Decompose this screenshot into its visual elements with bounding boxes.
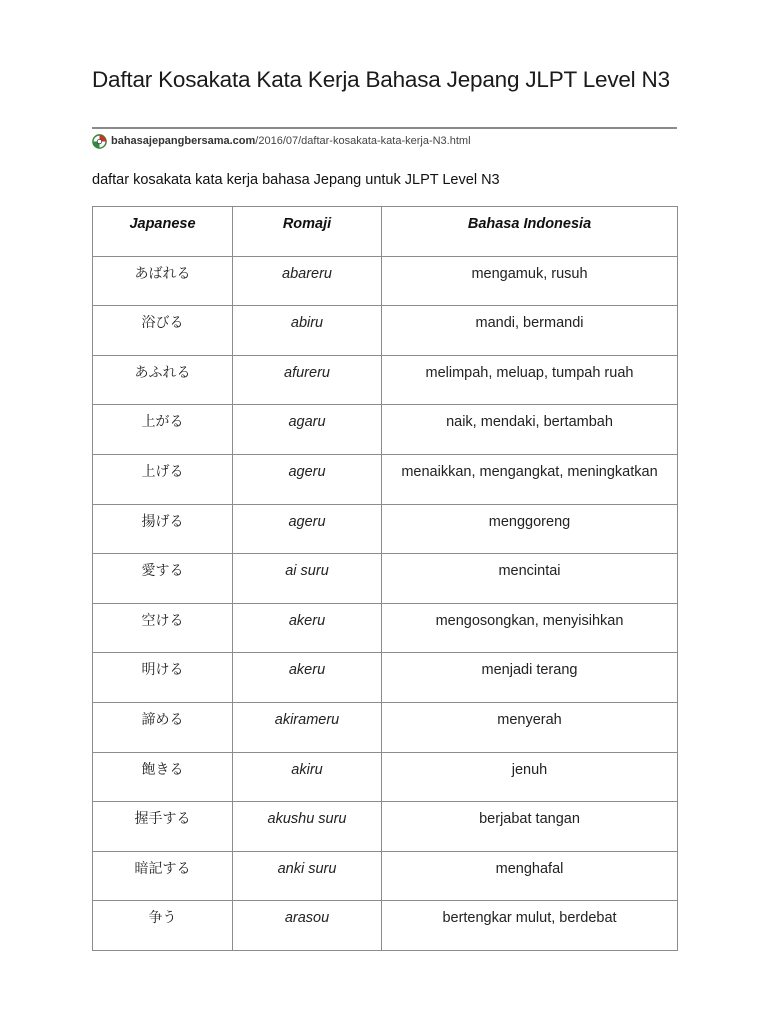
cell-japanese: 揚げる — [93, 504, 233, 554]
cell-bahasa-indonesia: mengosongkan, menyisihkan — [382, 603, 678, 653]
cell-japanese: あばれる — [93, 256, 233, 306]
cell-romaji: akeru — [233, 653, 382, 703]
cell-romaji: arasou — [233, 901, 382, 951]
source-domain[interactable]: bahasajepangbersama.com — [111, 135, 256, 147]
globe-icon — [92, 134, 107, 149]
table-row — [93, 802, 678, 852]
cell-bahasa-indonesia: berjabat tangan — [382, 802, 678, 852]
cell-romaji: akushu suru — [233, 802, 382, 852]
cell-japanese: 空ける — [93, 603, 233, 653]
cell-japanese: 飽きる — [93, 752, 233, 802]
table-row — [93, 851, 678, 901]
cell-bahasa-indonesia: melimpah, meluap, tumpah ruah — [382, 355, 678, 405]
title-divider — [92, 127, 677, 129]
cell-japanese: 握手する — [93, 802, 233, 852]
cell-romaji: afureru — [233, 355, 382, 405]
cell-romaji: ageru — [233, 504, 382, 554]
cell-romaji: ai suru — [233, 554, 382, 604]
cell-japanese: 明ける — [93, 653, 233, 703]
cell-romaji: akeru — [233, 603, 382, 653]
cell-bahasa-indonesia: mengamuk, rusuh — [382, 256, 678, 306]
table-body — [93, 256, 678, 950]
cell-japanese: 暗記する — [93, 851, 233, 901]
table-row — [93, 554, 678, 604]
cell-japanese: 愛する — [93, 554, 233, 604]
table-row — [93, 752, 678, 802]
cell-bahasa-indonesia: bertengkar mulut, berdebat — [382, 901, 678, 951]
vocabulary-table — [92, 206, 678, 951]
table-row — [93, 306, 678, 356]
table-row — [93, 454, 678, 504]
table-row — [93, 504, 678, 554]
cell-bahasa-indonesia: mencintai — [382, 554, 678, 604]
cell-bahasa-indonesia: menaikkan, mengangkat, meningkatkan — [382, 454, 678, 504]
cell-romaji: anki suru — [233, 851, 382, 901]
cell-romaji: abiru — [233, 306, 382, 356]
table-row — [93, 653, 678, 703]
cell-japanese: 上がる — [93, 405, 233, 455]
cell-japanese: 上げる — [93, 454, 233, 504]
source-path[interactable]: /2016/07/daftar-kosakata-kata-kerja-N3.html — [255, 135, 471, 147]
page-subtitle: daftar kosakata kata kerja bahasa Jepang untuk JLPT Level N3 — [92, 172, 500, 188]
table-row — [93, 405, 678, 455]
cell-romaji: agaru — [233, 405, 382, 455]
table-row — [93, 603, 678, 653]
cell-romaji: ageru — [233, 454, 382, 504]
cell-japanese: 争う — [93, 901, 233, 951]
cell-romaji: abareru — [233, 256, 382, 306]
header-bahasa-indonesia: Bahasa Indonesia — [382, 207, 678, 257]
header-romaji: Romaji — [233, 207, 382, 257]
cell-romaji: akirameru — [233, 702, 382, 752]
table-row — [93, 355, 678, 405]
cell-romaji: akiru — [233, 752, 382, 802]
table-row — [93, 256, 678, 306]
cell-bahasa-indonesia: menjadi terang — [382, 653, 678, 703]
cell-japanese: 浴びる — [93, 306, 233, 356]
cell-bahasa-indonesia: jenuh — [382, 752, 678, 802]
cell-bahasa-indonesia: menghafal — [382, 851, 678, 901]
cell-bahasa-indonesia: menyerah — [382, 702, 678, 752]
cell-bahasa-indonesia: naik, mendaki, bertambah — [382, 405, 678, 455]
table-row — [93, 901, 678, 951]
table-header-row — [93, 207, 678, 257]
page-title: Daftar Kosakata Kata Kerja Bahasa Jepang JLPT Level N3 — [92, 67, 670, 92]
header-japanese: Japanese — [93, 207, 233, 257]
cell-bahasa-indonesia: mandi, bermandi — [382, 306, 678, 356]
source-link[interactable] — [92, 133, 471, 149]
table-row — [93, 702, 678, 752]
cell-bahasa-indonesia: menggoreng — [382, 504, 678, 554]
cell-japanese: 諦める — [93, 702, 233, 752]
cell-japanese: あふれる — [93, 355, 233, 405]
